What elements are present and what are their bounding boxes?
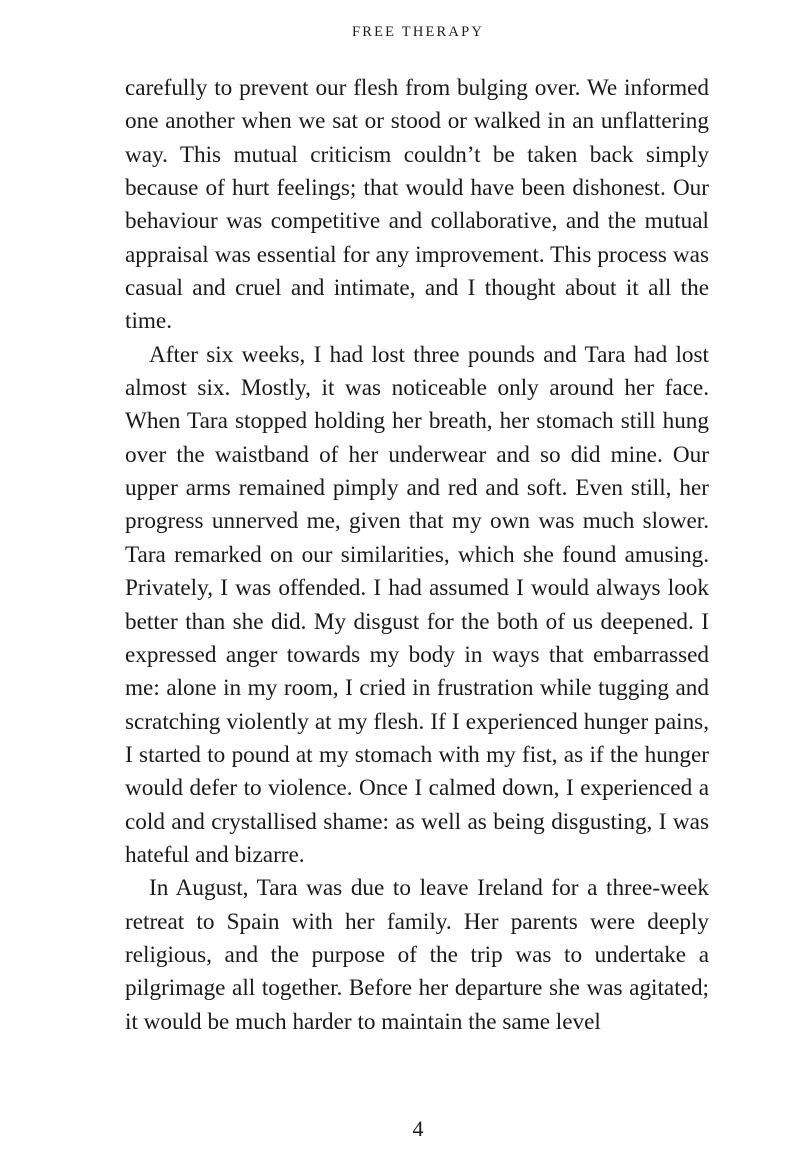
page-number: 4 — [412, 1116, 424, 1141]
paragraph-1: carefully to prevent our flesh from bulging over. We informed one another when we sat or stood or walked in an unflattering way. This mutual criticism couldn’t be taken back simply because of hurt feelings; that would have been dishonest. Our behaviour was competitive and collaborative, and the mutual appraisal was essential for any improvement. This process was casual and cruel and intimate, and I thought about it all the time. — [125, 75, 709, 335]
running-head: FREE THERAPY — [351, 24, 485, 40]
body-text — [125, 72, 709, 1039]
paragraph-2: After six weeks, I had lost three pounds and Tara had lost almost six. Mostly, it was noticeable only around her face. When Tara stopped holding her breath, her stomach still hung over the waistband of her underwear and so did mine. Our upper arms remained pimply and red and soft. Even still, her progress unnerved me, given that my own was much slower. Tara remarked on our similarities, which she found amusing. Privately, I was offended. I had assumed I would always look better than she did. My disgust for the both of us deepened. I expressed anger towards my body in ways that embarrassed me: alone in my room, I cried in frustration while tugging and scratching violently at my flesh. If I experienced hunger pains, I started to pound at my stomach with my fist, as if the hunger would defer to violence. Once I calmed down, I experienced a cold and crystallised shame: as well as being disgusting, I was hateful and bizarre. — [125, 341, 709, 868]
paragraph-3: In August, Tara was due to leave Ireland for a three-week retreat to Spain with her family. Her parents were deeply religious, and the purpose of the trip was to undertake a pilgrimage all together. Before her departure she was agitated; it would be much harder to maintain the same level — [125, 875, 709, 1035]
